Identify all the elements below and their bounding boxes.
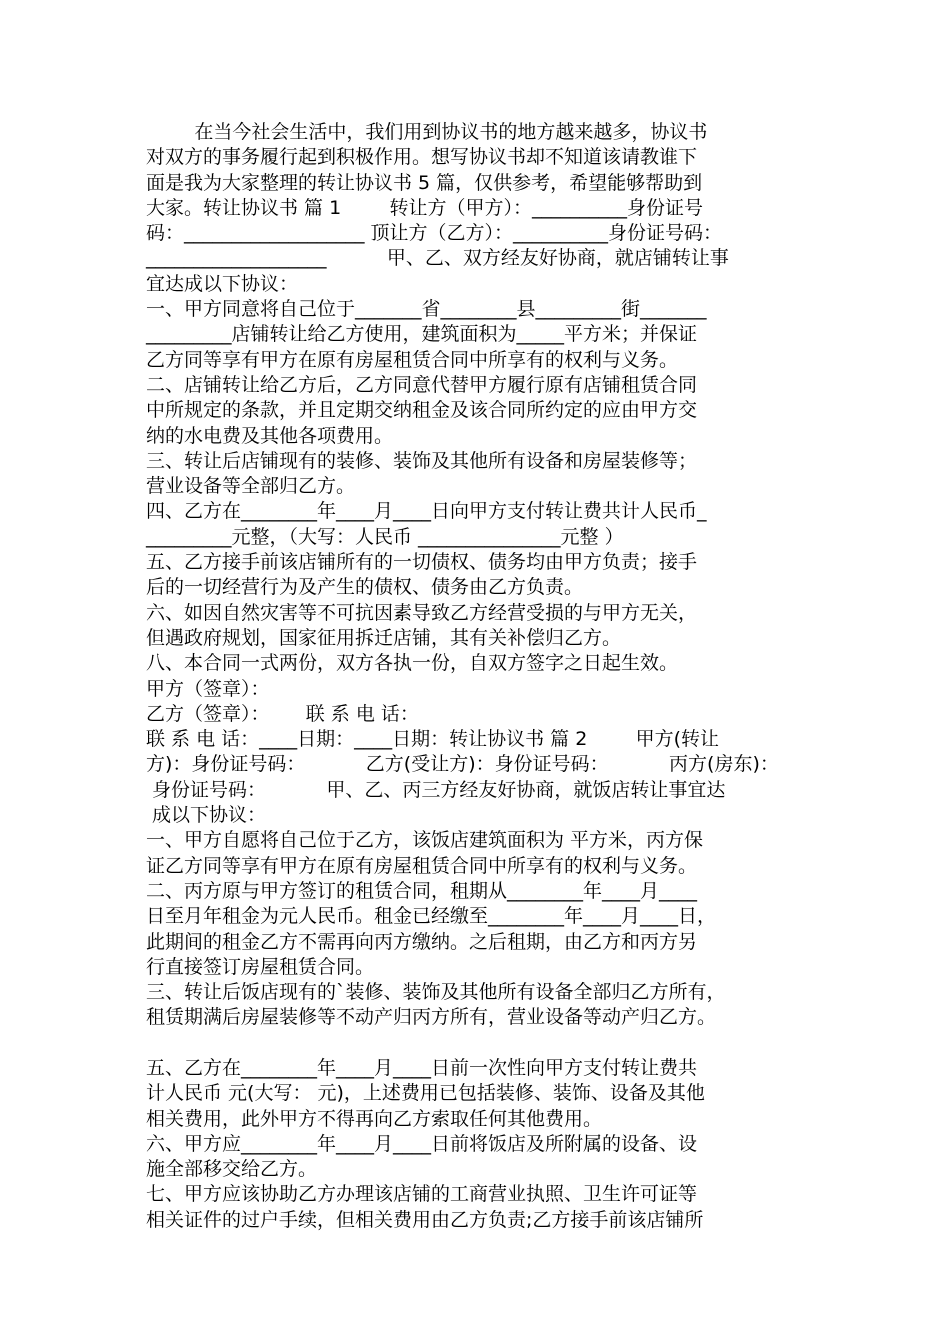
text-line: 中所规定的条款，并且定期交纳租金及该合同所约定的应由甲方交 (146, 399, 698, 422)
text-line: 身份证号码： 甲、乙、丙三方经友好协商，就饭店转让事宜达 (146, 778, 726, 801)
text-line: 五、乙方在________年____月____日前一次性向甲方支付转让费共 (146, 1056, 698, 1079)
text-line: 宜达成以下协议： (146, 272, 299, 295)
text-line: 一、甲方同意将自己位于_______省________县_________街_______ (146, 298, 707, 321)
text-line: 大家。转让协议书 篇 1 转让方（甲方）：__________身份证号 (146, 196, 703, 219)
text-line: 联 系 电 话：____日期：____日期：转让协议书 篇 2 甲方(转让 (146, 728, 720, 751)
text-line: 面是我为大家整理的转让协议书 5 篇，仅供参考，希望能够帮助到 (146, 171, 703, 194)
text-line: 相关费用，此外甲方不得再向乙方索取任何其他费用。 (146, 1107, 603, 1130)
text-line: 但遇政府规划，国家征用拆迁店铺，其有关补偿归乙方。 (146, 626, 622, 649)
text-line: 二、丙方原与甲方签订的租赁合同，租期从________年____月____ (146, 879, 698, 902)
text-line: 计人民币 元(大写： 元)，上述费用已包括装修、装饰、设备及其他 (146, 1082, 705, 1105)
text-line: 乙方同等享有甲方在原有房屋租赁合同中所享有的权利与义务。 (146, 348, 679, 371)
text-line: 七、甲方应该协助乙方办理该店铺的工商营业执照、卫生许可证等 (146, 1183, 698, 1206)
text-line: _________元整，（大写：人民币 _______________元整 ） (146, 525, 624, 548)
text-line: _________店铺转让给乙方使用，建筑面积为_____平方米；并保证 (146, 323, 698, 346)
text-line: 一、甲方自愿将自己位于乙方，该饭店建筑面积为 平方米，丙方保 (146, 829, 704, 852)
text-line: 甲方（签章）： (146, 677, 270, 700)
text-line: 二、店铺转让给乙方后，乙方同意代替甲方履行原有店铺租赁合同 (146, 373, 698, 396)
text-line: 行直接签订房屋租赁合同。 (146, 955, 375, 978)
text-line: 四、乙方在________年____月____日向甲方支付转让费共计人民币_ (146, 500, 707, 523)
agreement-text-body (146, 120, 822, 1233)
text-line: 纳的水电费及其他各项费用。 (146, 424, 394, 447)
text-line: 六、甲方应________年____月____日前将饭店及所附属的设备、设 (146, 1132, 698, 1155)
text-line: 此期间的租金乙方不需再向丙方缴纳。之后租期，由乙方和丙方另 (146, 930, 698, 953)
text-line: 六、如因自然灾害等不可抗因素导致乙方经营受损的与甲方无关， (146, 601, 698, 624)
text-line: 八、本合同一式两份，双方各执一份，自双方签字之日起生效。 (146, 652, 679, 675)
text-line: ___________________ 甲、乙、双方经友好协商，就店铺转让事 (146, 247, 729, 270)
text-line: 证乙方同等享有甲方在原有房屋租赁合同中所享有的权利与义务。 (146, 854, 698, 877)
text-line: 营业设备等全部归乙方。 (146, 475, 356, 498)
text-line: 后的一切经营行为及产生的债权、债务由乙方负责。 (146, 576, 584, 599)
text-line: 对双方的事务履行起到积极作用。想写协议书却不知道该请教谁下 (146, 146, 698, 169)
text-line: 三、转让后店铺现有的装修、装饰及其他所有设备和房屋装修等； (146, 449, 698, 472)
text-line: 三、转让后饭店现有的`装修、装饰及其他所有设备全部归乙方所有， (146, 981, 726, 1004)
text-line: 五、乙方接手前该店铺所有的一切债权、债务均由甲方负责；接手 (146, 551, 698, 574)
text-line: 方)：身份证号码： 乙方(受让方)：身份证号码： 丙方(房东)： (146, 753, 779, 776)
text-line: 码：___________________ 顶让方（乙方）：__________身份证号码： (146, 222, 723, 245)
text-line: 日至月年租金为元人民币。租金已经缴至________年____月____日， (146, 905, 717, 928)
text-line: 在当今社会生活中，我们用到协议书的地方越来越多，协议书 (146, 121, 708, 143)
text-line: 成以下协议： (146, 804, 267, 827)
text-line: 乙方（签章）： 联 系 电 话： (146, 702, 419, 725)
text-line: 租赁期满后房屋装修等不动产归丙方所有，营业设备等动产归乙方。 (146, 1006, 717, 1029)
text-line: 相关证件的过户手续，但相关费用由乙方负责;乙方接手前该店铺所 (146, 1208, 704, 1231)
text-line: 施全部移交给乙方。 (146, 1158, 318, 1181)
blank-line (146, 1031, 822, 1056)
